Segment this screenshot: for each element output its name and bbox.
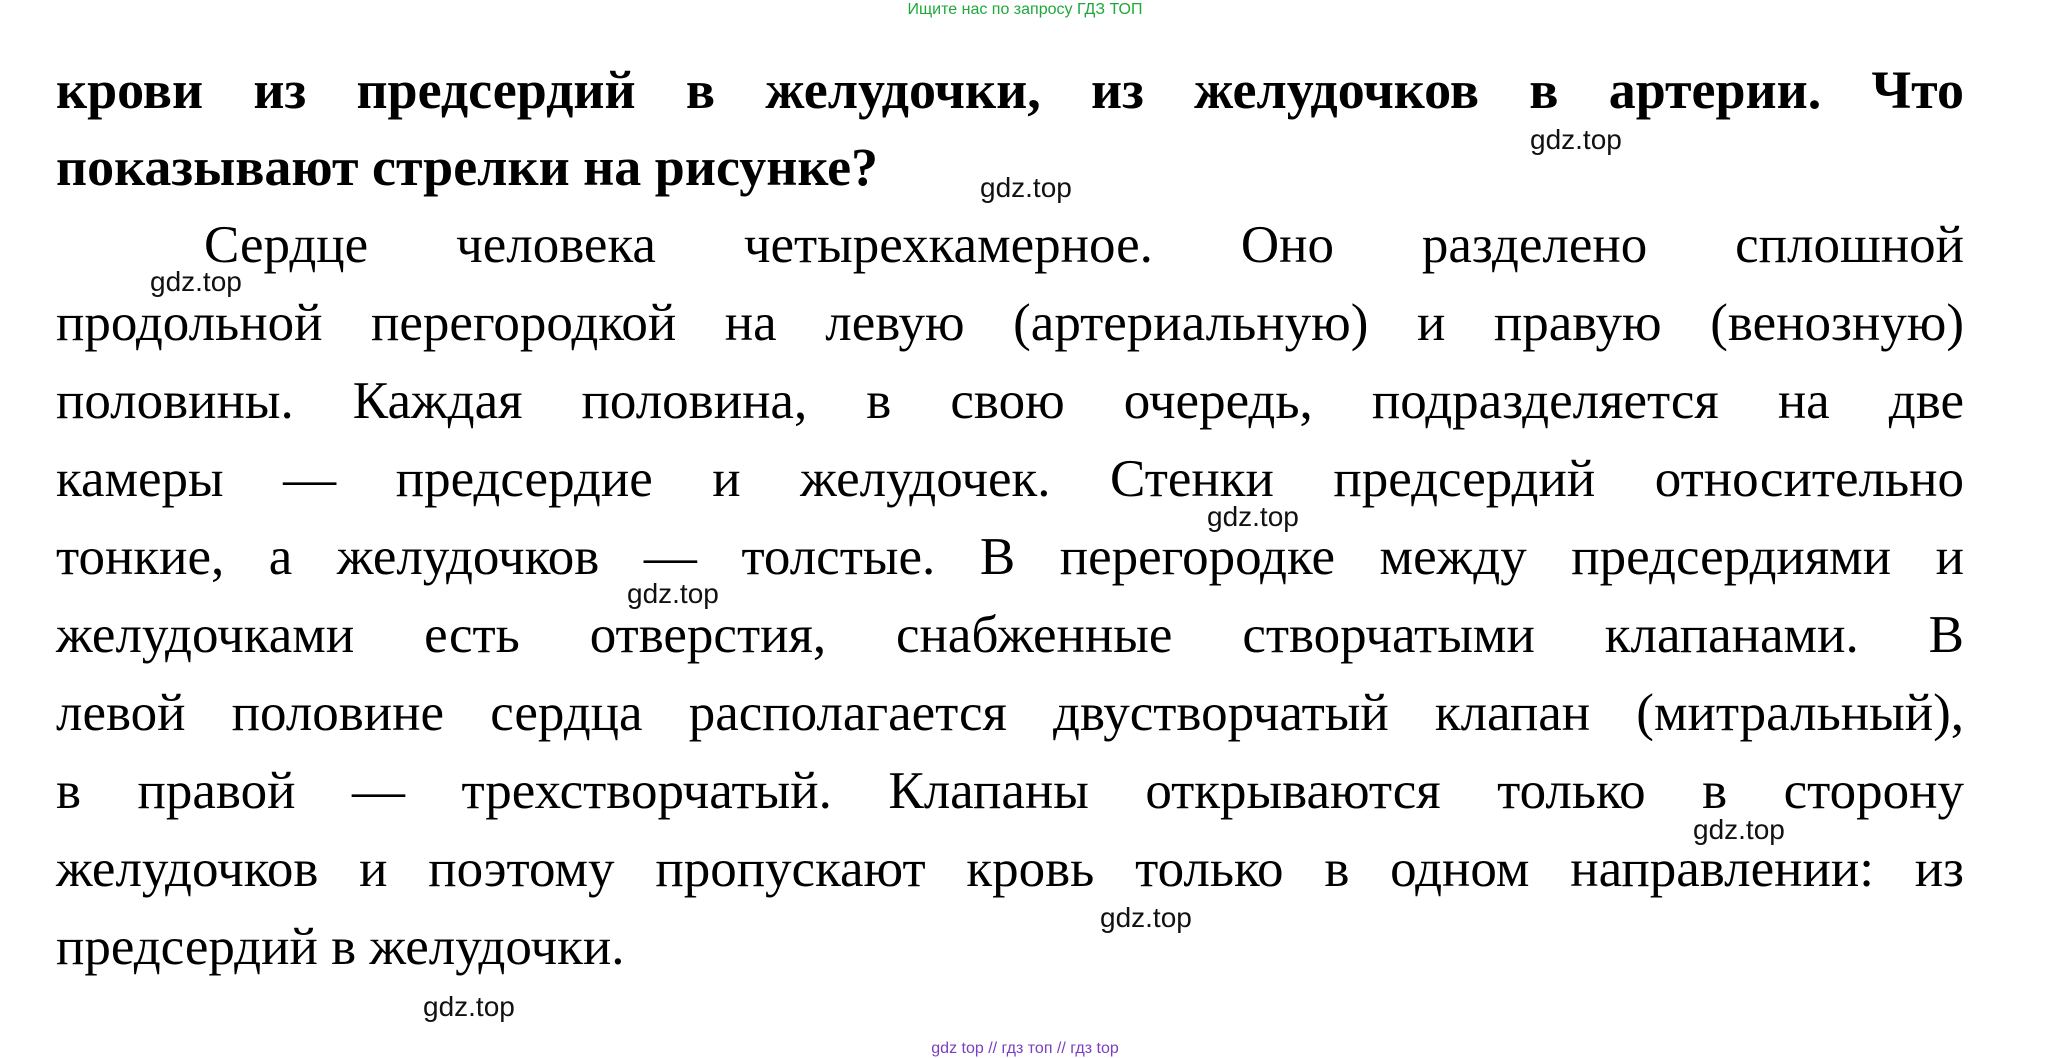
question-line: показывают стрелки на рисунке? <box>56 137 879 197</box>
question-line: крови из предсердий в желудочки, из желудочков в артерии. Что <box>56 60 1964 120</box>
watermark: gdz.top <box>980 172 1072 203</box>
watermark: gdz.top <box>627 578 719 609</box>
watermark: gdz.top <box>150 266 242 297</box>
top-banner[interactable]: Ищите нас по запросу ГДЗ ТОП <box>907 1 1143 18</box>
answer-line: желудочками есть отверстия, снабженные створчатыми клапанами. В <box>56 606 1964 664</box>
watermark: gdz.top <box>1207 501 1299 532</box>
answer-line: в правой — трехстворчатый. Клапаны открываются только в сторону <box>56 762 1964 820</box>
watermark: gdz.top <box>1530 124 1622 155</box>
answer-line: продольной перегородкой на левую (артериальную) и правую (венозную) <box>56 294 1964 352</box>
watermark: gdz.top <box>1693 814 1785 845</box>
answer-line: половины. Каждая половина, в свою очередь, подразделяется на две <box>56 372 1964 430</box>
answer-line: тонкие, а желудочков — толстые. В перегородке между предсердиями и <box>56 528 1964 586</box>
answer-line: предсердий в желудочки. <box>56 918 625 976</box>
answer-line: левой половине сердца располагается двустворчатый клапан (митральный), <box>56 684 1964 742</box>
answer-text <box>56 206 1964 986</box>
answer-line: Сердце человека четырехкамерное. Оно разделено сплошной <box>204 216 1964 274</box>
answer-line: камеры — предсердие и желудочек. Стенки предсердий относительно <box>56 450 1964 508</box>
answer-line: желудочков и поэтому пропускают кровь только в одном направлении: из <box>56 840 1964 898</box>
footer-links[interactable]: gdz top // гдз топ // гдз top <box>931 1040 1119 1057</box>
watermark: gdz.top <box>1100 902 1192 933</box>
watermark: gdz.top <box>423 991 515 1022</box>
